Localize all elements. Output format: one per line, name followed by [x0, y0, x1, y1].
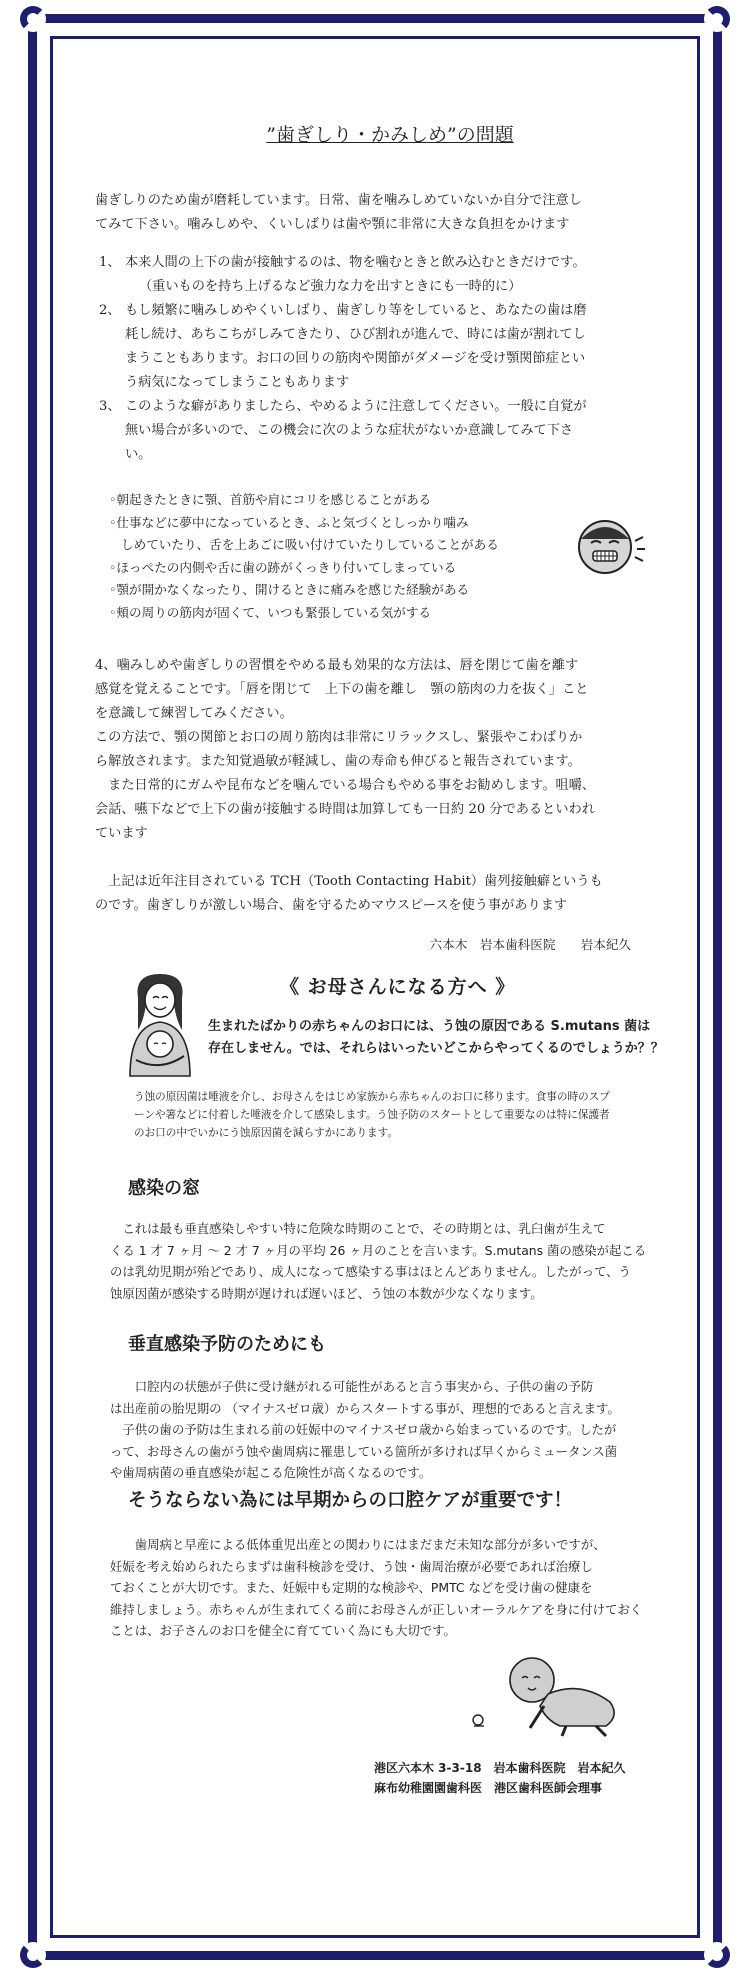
body-line: って、お母さんの歯がう蚀や歯周病に罹患している箇所が多ければ早くからミュータンス菌: [110, 1443, 618, 1459]
clenching-face-icon: [575, 511, 647, 583]
vertical-infection-body: [110, 1376, 670, 1484]
mother-holding-baby-icon: [120, 968, 200, 1078]
frame-corner-ornament: [20, 1942, 46, 1968]
note-line: のお口の中でいかにう蚀原因菌を減らすかにあります。: [134, 1127, 398, 1139]
body-line: のは乳幼児期が殆どであり、成人になって感染する事はほとんどありません。したがって、う: [110, 1264, 631, 1279]
numbered-item-1: [95, 251, 655, 299]
heading-vertical-infection: 垂直感染予防のためにも: [128, 1334, 326, 1355]
section4-line: 会話、嚥下などで上下の歯が接触する時間は加算しても一日約 20 分であるといわれ: [95, 802, 595, 817]
item-number: 1、: [99, 255, 121, 270]
early-oral-care-body: [110, 1534, 670, 1642]
section-4: [95, 654, 655, 846]
body-line: くる 1 才 7 ヶ月 〜 2 才 7 ヶ月の平均 26 ヶ月のことを言います。S.mutans 菌の感染が起こる: [110, 1242, 647, 1258]
closing-paragraph: [95, 870, 655, 918]
infection-note: [134, 1088, 664, 1142]
section4-line: 4、噛みしめや歯ぎしりの習慣をやめる最も効果的な方法は、唇を閉じて歯を離す: [95, 658, 579, 673]
item-line: 耗し続け、あちこちがしみてきたり、ひび割れが進んで、時には歯が割れてし: [125, 327, 586, 342]
question-line: 生まれたばかりの赤ちゃんのお口には、う蚀の原因である S.mutans 菌は: [208, 1019, 651, 1034]
signature-line: 港区六本木 3-3-18 岩本歯科医院 岩本紀久: [374, 1761, 626, 1775]
item-number: 2、: [99, 303, 121, 318]
frame-corner-ornament: [704, 1942, 730, 1968]
symptom-item: ◦ほっぺたの内側や舌に歯の跡がくっきり付いてしまっている: [109, 559, 457, 575]
closing-line: 上記は近年注目されている TCH（Tooth Contacting Habit）歯列接触癖というも: [95, 874, 603, 889]
article2-title: 《 お母さんになる方へ 》: [280, 976, 516, 998]
body-line: 妊娠を考え始められたらまずは歯科検診を受け、う蚀・歯周治療が必要であれば治療し: [110, 1558, 593, 1574]
note-line: う蚀の原因菌は唾液を介し、お母さんをはじめ家族から赤ちゃんのお口に移ります。食事の時のスプ: [134, 1091, 610, 1103]
section4-line: この方法で、顎の関節とお口の周り筋肉は非常にリラックスし、緊張やこわばりか: [95, 730, 583, 745]
frame-corner-ornament: [704, 6, 730, 32]
body-line: 口腔内の状態が子供に受け継がれる可能性があると言う事実から、子供の歯の予防: [110, 1379, 594, 1394]
body-line: ておくことが大切です。また、妊娠中も定期的な検診や、PMTC などを受け歯の健康を: [110, 1580, 593, 1595]
section4-line: ています: [95, 826, 148, 841]
body-line: これは最も垂直感染しやすい特に危険な時期のことで、その時期とは、乳臼歯が生えて: [110, 1221, 606, 1236]
body-line: 子供の歯の予防は生まれる前の妊娠中のマイナスゼロ歳から始まっているのです。したが: [110, 1422, 617, 1437]
item-line: 無い場合が多いので、この機会に次のような症状がないか意識してみて下さ: [125, 423, 574, 438]
numbered-item-2: [95, 299, 655, 395]
symptom-item: ◦頰の周りの筋肉が固くて、いつも緊張している気がする: [109, 604, 432, 620]
item-number: 3、: [99, 399, 121, 414]
note-line: ーンや箸などに付着した唾液を介して感染します。う蚀予防のスタートとして重要なのは特に保護者: [134, 1109, 610, 1121]
section4-line: を意識して練習してみください。: [95, 706, 293, 721]
section4-line: ら解放されます。また知覚過敏が軽減し、歯の寿命も伸びると報告されています。: [95, 754, 581, 769]
article-intro: [95, 189, 655, 237]
author-signature: 六本木 岩本歯科医院 岩本紀久: [429, 937, 631, 952]
signature-line: 麻布幼稚園園歯科医 港区歯科医師会理事: [374, 1781, 603, 1795]
closing-line: のです。歯ぎしりが激しい場合、歯を守るためマウスピースを使う事があります: [95, 898, 568, 913]
body-line: や歯周病菌の垂直感染が起こる危険性が高くなるのです。: [110, 1465, 432, 1480]
item-line: このような癖がありましたら、やめるように注意してください。一般に自覚が: [125, 399, 587, 414]
item-line: 本来人間の上下の歯が接触するのは、物を噛むときと飲み込むときだけです。: [125, 255, 586, 270]
lead-question: [208, 1016, 668, 1060]
body-line: は出産前の胎児期の （マイナスゼロ歳）からスタートする事が、理想的であると言えます。: [110, 1400, 620, 1416]
item-line: もし頻繁に噛みしめやくいしばり、歯ぎしり等をしていると、あなたの歯は磨: [125, 303, 587, 318]
heading-early-oral-care: そうならない為には早期からの口腔ケアが重要です！: [128, 1490, 573, 1511]
item-line: まうこともあります。お口の回りの筋肉や関節がダメージを受け顎関節症とい: [125, 351, 586, 366]
body-line: 歯周病と早産による低体重児出産との関わりにはまだまだ未知な部分が多いですが、: [110, 1537, 606, 1552]
symptom-item: ◦仕事などに夢中になっているとき、ふと気づくとしっかり噛み: [109, 514, 469, 530]
section4-line: また日常的にガムや昆布などを噛んでいる場合もやめる事をお勧めします。咀嚼、: [95, 778, 596, 793]
heading-infection-window: 感染の窓: [128, 1178, 200, 1199]
item-line: （重いものを持ち上げるなど強力な力を出すときにも一時的に）: [139, 279, 522, 294]
clinic-signature: [374, 1758, 626, 1798]
body-line: ことは、お子さんのお口を健全に育てていく為にも大切です。: [110, 1623, 456, 1638]
intro-line: 歯ぎしりのため歯が磨耗しています。日常、歯を噛みしめていないか自分で注意し: [95, 193, 582, 208]
numbered-item-3: [95, 395, 655, 467]
crawling-baby-icon: [470, 1650, 630, 1738]
intro-line: てみて下さい。噛みしめや、くいしばりは歯や顎に非常に大きな負担をかけます: [95, 217, 570, 232]
frame-corner-ornament: [20, 6, 46, 32]
bruxism-article: [95, 120, 655, 953]
item-line: う病気になってしまうこともあります: [125, 375, 350, 390]
section4-line: 感覚を覚えることです。「唇を閉じて 上下の歯を離し 顎の筋肉の力を抜く」こと: [95, 682, 589, 697]
symptom-item: ◦朝起きたときに顎、首筋や肩にコリを感じることがある: [109, 492, 432, 507]
item-line: い。: [125, 447, 152, 462]
article-title: ”歯ぎしり・かみしめ”の問題: [266, 124, 514, 146]
infection-window-body: [110, 1218, 670, 1304]
symptom-checklist: [95, 489, 655, 624]
symptom-item: しめていたり、舌を上あごに吸い付けていたりしていることがある: [121, 537, 499, 552]
body-line: 維持しましょう。赤ちゃんが生まれてくる前にお母さんが正しいオーラルケアを身に付けておく: [110, 1601, 643, 1617]
symptom-item: ◦顎が開かなくなったり、開けるときに痛みを感じた経験がある: [109, 582, 470, 597]
body-line: 蚀原因菌が感染する時期が遅ければ遅いほど、う蚀の本数が少なくなります。: [110, 1285, 543, 1301]
question-line: 存在しません。では、それらはいったいどこからやってくるのでしょうか？？: [208, 1041, 664, 1056]
